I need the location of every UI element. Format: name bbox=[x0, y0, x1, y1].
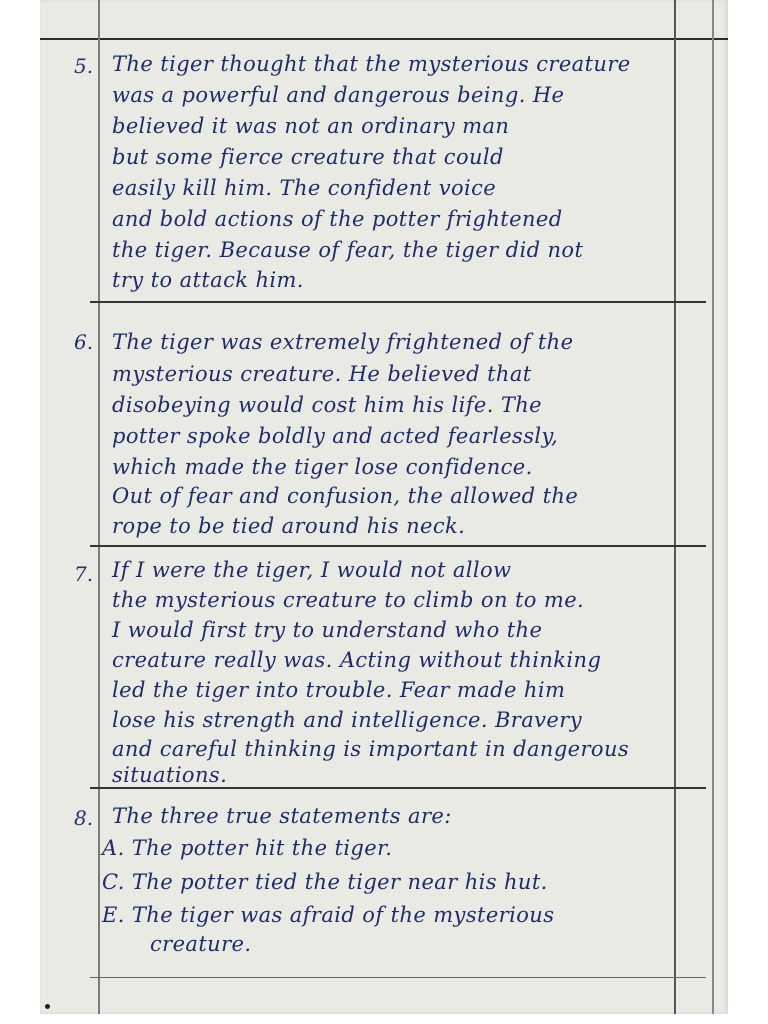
answer-line: but some fierce creature that could bbox=[112, 145, 504, 169]
ink-dot bbox=[45, 1004, 50, 1009]
answer-line: easily kill him. The confident voice bbox=[112, 176, 497, 200]
answer-5 bbox=[40, 0, 728, 300]
answer-line: rope to be tied around his neck. bbox=[112, 514, 466, 538]
answer-line: C. The potter tied the tiger near his hut. bbox=[102, 870, 548, 894]
answer-number: 5. bbox=[74, 54, 94, 78]
answer-number: 7. bbox=[74, 562, 94, 586]
answer-number: 6. bbox=[74, 330, 94, 354]
answer-line: Out of fear and confusion, the allowed the bbox=[112, 484, 579, 508]
answer-line: try to attack him. bbox=[112, 268, 304, 292]
answer-line: the mysterious creature to climb on to me. bbox=[112, 588, 585, 612]
answer-line: and careful thinking is important in dangerous bbox=[112, 737, 630, 761]
section-divider bbox=[90, 545, 706, 547]
section-divider bbox=[90, 787, 706, 789]
answer-line: which made the tiger lose confidence. bbox=[112, 455, 533, 479]
answer-line: A. The potter hit the tiger. bbox=[102, 836, 393, 860]
answer-line: led the tiger into trouble. Fear made him bbox=[112, 678, 566, 702]
answer-line: creature really was. Acting without thinking bbox=[112, 648, 602, 672]
answer-line: The tiger was extremely frightened of the bbox=[112, 330, 574, 354]
answer-number: 8. bbox=[74, 806, 94, 830]
answer-line: the tiger. Because of fear, the tiger did not bbox=[112, 238, 584, 262]
answer-line: creature. bbox=[150, 932, 252, 956]
answer-line: and bold actions of the potter frightened bbox=[112, 207, 563, 231]
answer-line: believed it was not an ordinary man bbox=[112, 114, 510, 138]
answer-line: mysterious creature. He believed that bbox=[112, 362, 532, 386]
answer-line: If I were the tiger, I would not allow bbox=[112, 558, 512, 582]
answer-line: E. The tiger was afraid of the mysterious bbox=[102, 903, 555, 927]
section-divider bbox=[90, 977, 706, 978]
answer-line: The three true statements are: bbox=[112, 804, 452, 828]
answer-line: lose his strength and intelligence. Bravery bbox=[112, 708, 582, 732]
answer-line: disobeying would cost him his life. The bbox=[112, 393, 543, 417]
answer-line: I would first try to understand who the bbox=[112, 618, 543, 642]
notebook-page bbox=[40, 0, 728, 1014]
answer-line: The tiger thought that the mysterious creature bbox=[112, 52, 631, 76]
answer-line: situations. bbox=[112, 763, 228, 787]
answer-line: potter spoke boldly and acted fearlessly, bbox=[112, 424, 559, 448]
section-divider bbox=[90, 301, 706, 303]
answer-line: was a powerful and dangerous being. He bbox=[112, 83, 565, 107]
